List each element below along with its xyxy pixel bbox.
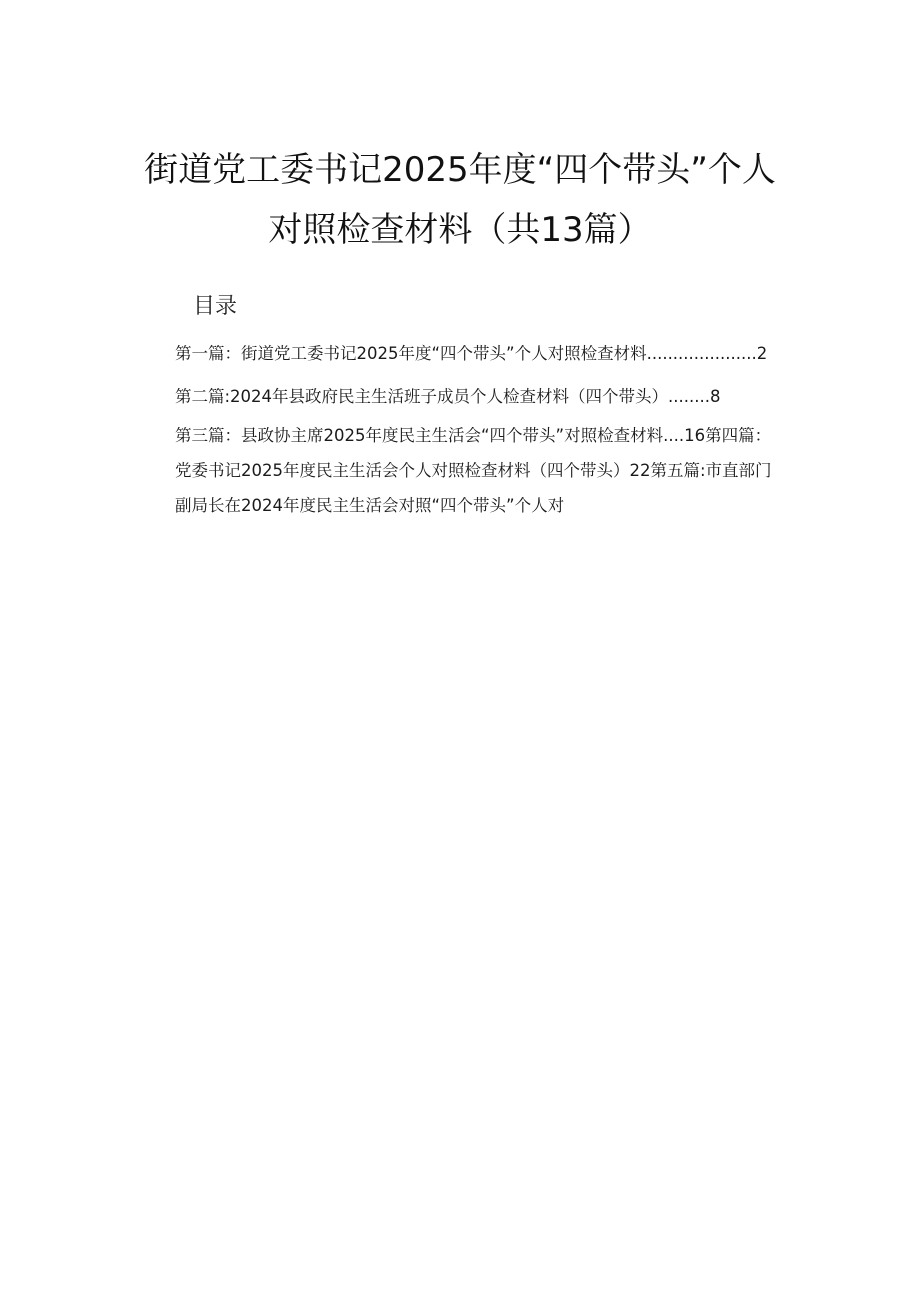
document-title-line-2: 对照检查材料（共13篇） [268,210,652,250]
toc-entry-line-1[interactable]: 第一篇：街道党工委书记2025年度“四个带头”个人对照检查材料.....................2 [175,344,768,363]
toc-entry-line-2[interactable]: 第二篇:2024年县政府民主生活班子成员个人检查材料（四个带头）........8 [175,387,721,406]
document-title-line-1: 街道党工委书记2025年度“四个带头”个人 [144,150,776,190]
toc-entry-line-5[interactable]: 副局长在2024年度民主生活会对照“四个带头”个人对 [175,496,565,515]
toc-entry-line-3[interactable]: 第三篇：县政协主席2025年度民主生活会“四个带头”对照检查材料....16第四篇： [175,426,772,445]
toc-entry-line-4[interactable]: 党委书记2025年度民主生活会个人对照检查材料（四个带头）22第五篇:市直部门 [175,461,772,480]
toc-heading: 目录 [193,294,238,319]
